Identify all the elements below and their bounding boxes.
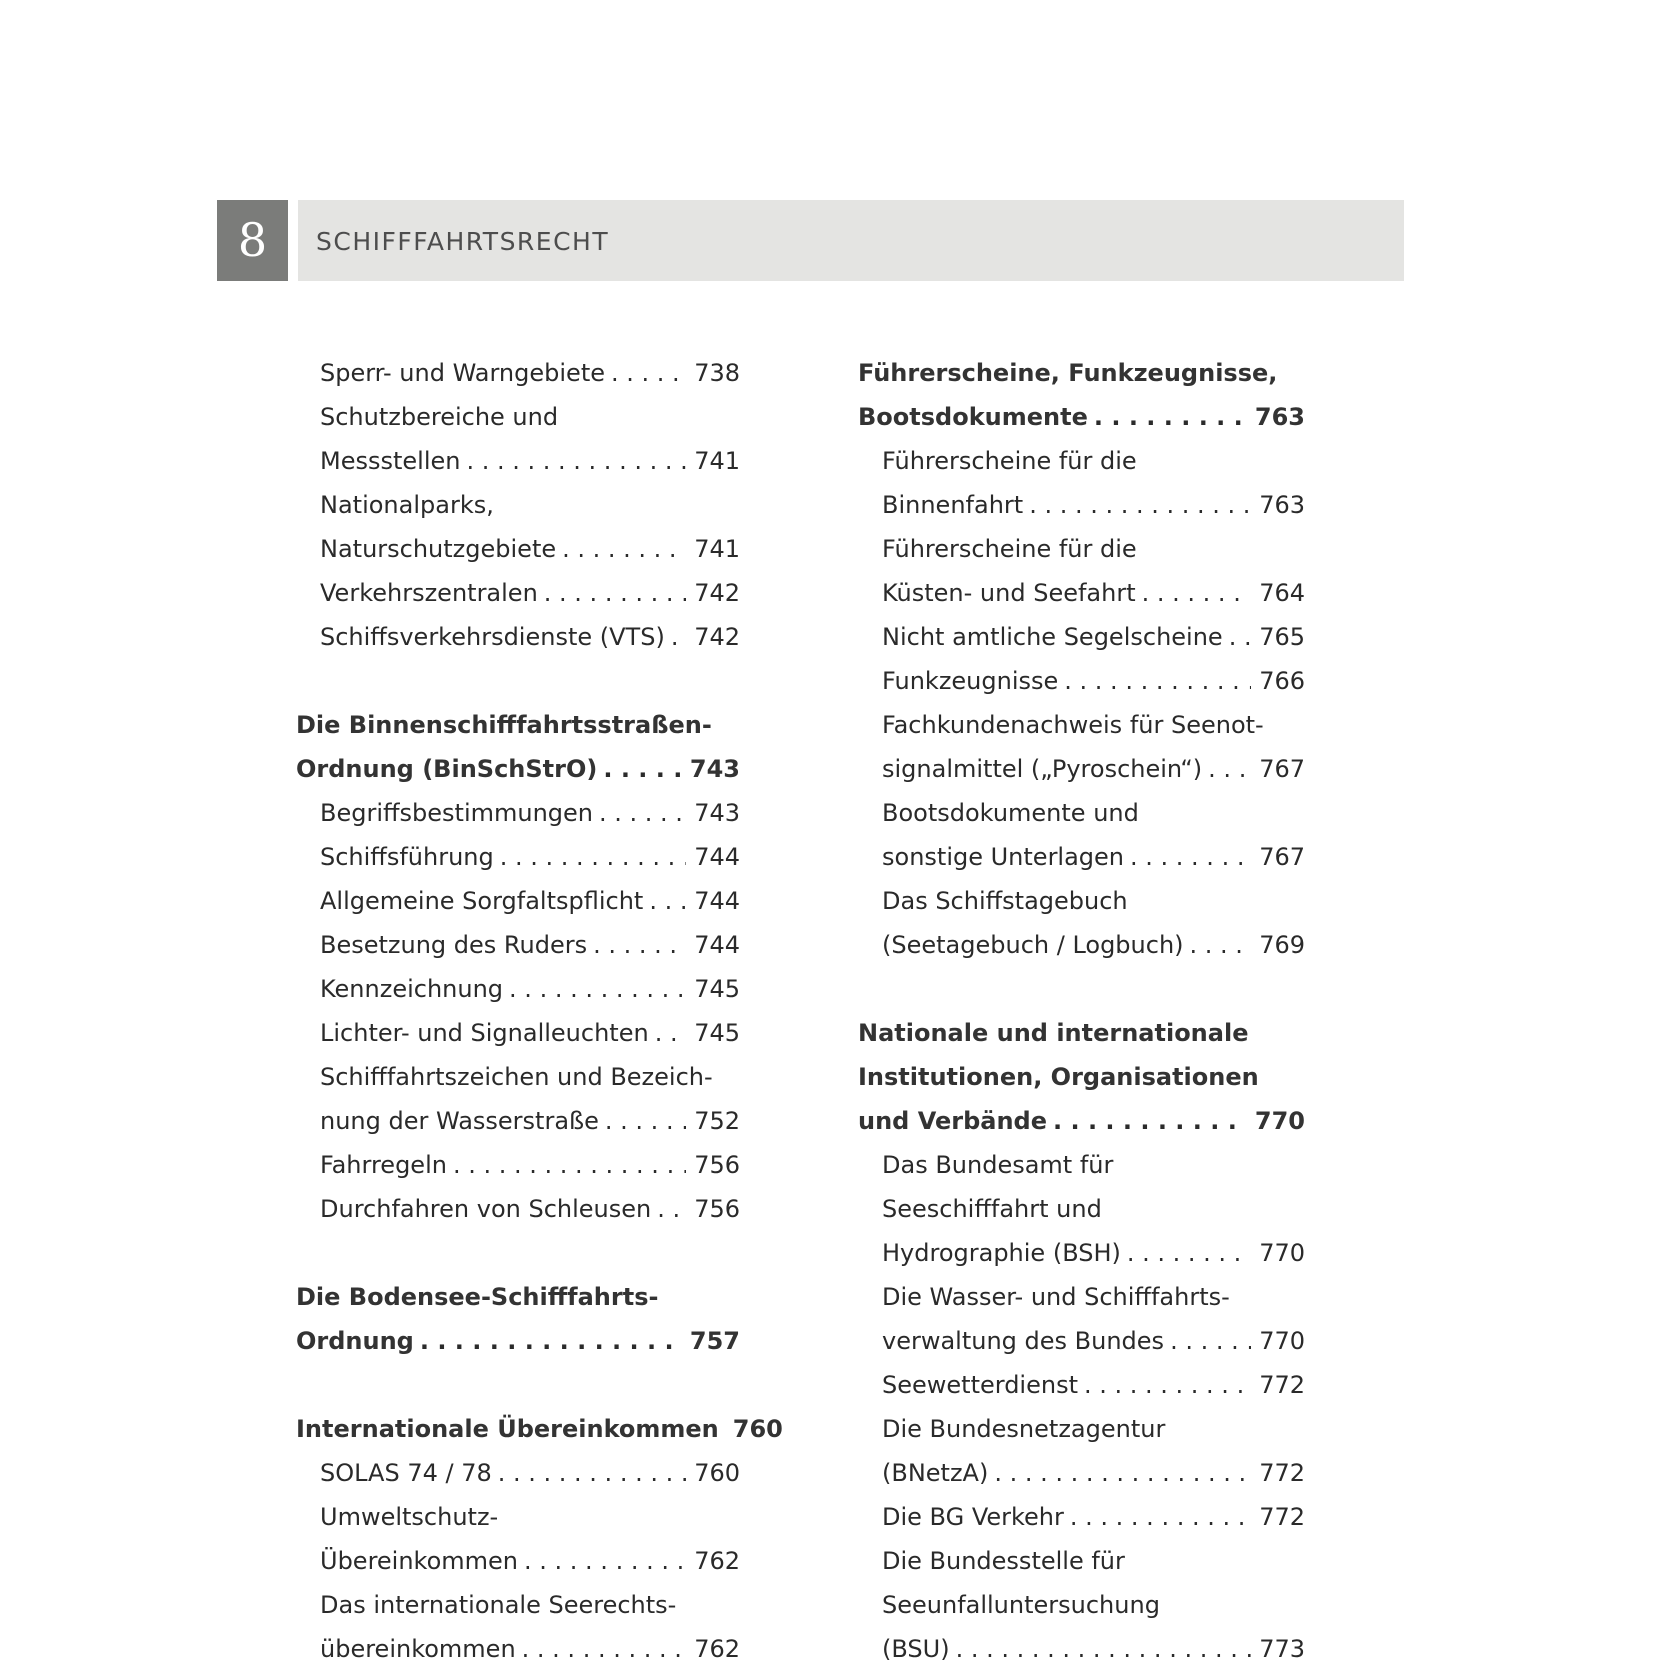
toc-leader-dots [1208, 747, 1251, 791]
toc-page-number: 765 [1259, 623, 1305, 651]
toc-entry-title: Durchfahren von Schleusen [320, 1195, 652, 1223]
toc-entry-title: Die BG Verkehr [882, 1503, 1064, 1531]
toc-entry [296, 1011, 740, 1055]
toc-section-heading [858, 1011, 1305, 1055]
toc-leader-dots [994, 1451, 1251, 1495]
toc-page-number: 745 [694, 975, 740, 1003]
toc-entry-title: Schutzbereiche und [320, 403, 559, 431]
toc-leader-dots [605, 1099, 686, 1143]
toc-leader-dots [611, 351, 686, 395]
toc-leader-dots [599, 791, 686, 835]
toc-page-number: 741 [694, 535, 740, 563]
toc-page-number: 764 [1259, 579, 1305, 607]
toc-section-heading [858, 395, 1305, 439]
toc-entry [858, 1187, 1305, 1231]
toc-leader-dots [956, 1627, 1252, 1671]
toc-entry-title: nung der Wasserstraße [320, 1107, 599, 1135]
toc-spacer [296, 1231, 740, 1275]
toc-page-number: 772 [1259, 1371, 1305, 1399]
toc-leader-dots [655, 1011, 687, 1055]
toc-entry [296, 483, 740, 527]
toc-leader-dots [1070, 1495, 1251, 1539]
toc-entry-title: Das internationale Seerechts- [320, 1591, 677, 1619]
toc-entry [296, 1451, 740, 1495]
toc-leader-dots [420, 1319, 682, 1363]
toc-leader-dots [500, 835, 686, 879]
toc-leader-dots [657, 1187, 686, 1231]
toc-leader-dots [1029, 483, 1251, 527]
toc-entry [858, 1583, 1305, 1627]
toc-entry-title: (BNetzA) [882, 1459, 989, 1487]
toc-entry [858, 1363, 1305, 1407]
toc-page-number: 752 [694, 1107, 740, 1135]
toc-entry [296, 1143, 740, 1187]
toc-entry [296, 351, 740, 395]
toc-page-number: 744 [694, 931, 740, 959]
toc-entry-title: Nationale und internationale [858, 1019, 1249, 1047]
toc-entry [858, 571, 1305, 615]
toc-entry-title: Seewetterdienst [882, 1371, 1078, 1399]
toc-entry [858, 1231, 1305, 1275]
toc-entry-title: Allgemeine Sorgfaltspflicht [320, 887, 644, 915]
toc-entry-title: Fahrregeln [320, 1151, 447, 1179]
toc-entry-title: Die Binnenschifffahrtsstraßen- [296, 711, 712, 739]
toc-entry [858, 527, 1305, 571]
toc-page-number: 767 [1259, 755, 1305, 783]
toc-entry [296, 1495, 740, 1539]
toc-entry [296, 395, 740, 439]
toc-leader-dots [1130, 835, 1251, 879]
toc-entry-title: Die Bundesnetzagentur [882, 1415, 1166, 1443]
chapter-number: 8 [217, 200, 288, 281]
toc-page-number: 772 [1259, 1459, 1305, 1487]
toc-entry-title: Kennzeichnung [320, 975, 504, 1003]
toc-page-number: 742 [694, 579, 740, 607]
toc-entry [296, 439, 740, 483]
toc-entry-title: Internationale Übereinkommen [296, 1415, 719, 1443]
toc-leader-dots [509, 967, 686, 1011]
toc-page-number: 772 [1259, 1503, 1305, 1531]
toc-page-number: 744 [694, 843, 740, 871]
toc-entry-title: Führerscheine, Funkzeugnisse, [858, 359, 1278, 387]
toc-section-heading [296, 1319, 740, 1363]
toc-leader-dots [1127, 1231, 1251, 1275]
toc-spacer [296, 659, 740, 703]
toc-entry [858, 1319, 1305, 1363]
toc-entry [296, 879, 740, 923]
toc-page-number: 763 [1259, 491, 1305, 519]
toc-entry-title: Funkzeugnisse [882, 667, 1059, 695]
toc-entry [296, 615, 740, 659]
toc-page-number: 741 [694, 447, 740, 475]
toc-entry-title: Messstellen [320, 447, 461, 475]
toc-entry [858, 483, 1305, 527]
toc-page-number: 745 [694, 1019, 740, 1047]
toc-page-number: 744 [694, 887, 740, 915]
toc-entry [296, 1583, 740, 1627]
toc-spacer [858, 967, 1305, 1011]
toc-entry [296, 1055, 740, 1099]
toc-section-heading [858, 1099, 1305, 1143]
toc-entry [858, 1495, 1305, 1539]
toc-entry-title: Die Wasser- und Schifffahrts- [882, 1283, 1230, 1311]
toc-right-column [858, 351, 1305, 1671]
toc-entry-title: und Verbände [858, 1107, 1047, 1135]
toc-entry [858, 1407, 1305, 1451]
toc-entry-title: Ordnung (BinSchStrO) [296, 755, 598, 783]
toc-leader-dots [671, 615, 686, 659]
toc-leader-dots [603, 747, 682, 791]
toc-entry-title: Fachkundenachweis für Seenot- [882, 711, 1264, 739]
toc-entry-title: Hydrographie (BSH) [882, 1239, 1121, 1267]
toc-leader-dots [1170, 1319, 1251, 1363]
toc-leader-dots [593, 923, 686, 967]
toc-entry-title: Ordnung [296, 1327, 414, 1355]
toc-entry-title: Begriffsbestimmungen [320, 799, 594, 827]
toc-entry-title: SOLAS 74 / 78 [320, 1459, 492, 1487]
toc-entry [296, 1187, 740, 1231]
toc-leader-dots [466, 439, 686, 483]
toc-entry-title: Institutionen, Organisationen [858, 1063, 1259, 1091]
toc-entry-title: Seeunfalluntersuchung [882, 1591, 1160, 1619]
toc-entry-title: verwaltung des Bundes [882, 1327, 1165, 1355]
toc-section-heading [858, 1055, 1305, 1099]
toc-leader-dots [524, 1539, 686, 1583]
toc-entry [858, 1143, 1305, 1187]
toc-entry-title: Führerscheine für die [882, 535, 1137, 563]
toc-entry [858, 1451, 1305, 1495]
toc-page-number: 762 [694, 1547, 740, 1575]
toc-entry [858, 791, 1305, 835]
toc-entry [858, 747, 1305, 791]
toc-entry-title: Bootsdokumente und [882, 799, 1139, 827]
toc-page-number: 738 [694, 359, 740, 387]
toc-entry-title: Nicht amtliche Segelscheine [882, 623, 1223, 651]
toc-page-number: 760 [732, 1415, 783, 1443]
toc-entry [296, 571, 740, 615]
toc-page-number: 760 [694, 1459, 740, 1487]
toc-entry-title: Nationalparks, [320, 491, 494, 519]
toc-page-number: 773 [1259, 1635, 1305, 1663]
toc-leader-dots [1142, 571, 1252, 615]
toc-entry-title: Lichter- und Signalleuchten [320, 1019, 649, 1047]
toc-entry-title: Besetzung des Ruders [320, 931, 588, 959]
toc-entry [858, 879, 1305, 923]
toc-entry [858, 923, 1305, 967]
toc-entry-title: Umweltschutz- [320, 1503, 499, 1531]
toc-entry-title: Küsten- und Seefahrt [882, 579, 1136, 607]
toc-entry-title: Schiffsführung [320, 843, 494, 871]
toc-section-heading [296, 703, 740, 747]
toc-leader-dots [1190, 923, 1252, 967]
toc-entry [858, 659, 1305, 703]
toc-entry [296, 835, 740, 879]
toc-entry-title: Schifffahrtszeichen und Bezeich- [320, 1063, 713, 1091]
toc-entry [858, 615, 1305, 659]
toc-page-number: 756 [694, 1195, 740, 1223]
toc-leader-dots [1229, 615, 1252, 659]
toc-left-column [296, 351, 783, 1671]
toc-spacer [296, 1363, 740, 1407]
toc-entry [858, 439, 1305, 483]
toc-page-number: 743 [689, 755, 740, 783]
toc-page-number: 762 [694, 1635, 740, 1663]
toc-entry [858, 703, 1305, 747]
toc-entry [858, 1275, 1305, 1319]
toc-page-number: 770 [1254, 1107, 1305, 1135]
toc-entry-title: sonstige Unterlagen [882, 843, 1125, 871]
toc-entry [296, 923, 740, 967]
chapter-title: SCHIFFFAHRTSRECHT [316, 227, 610, 256]
toc-leader-dots [1094, 395, 1247, 439]
toc-entry [296, 1539, 740, 1583]
toc-entry [296, 527, 740, 571]
toc-entry-title: Binnenfahrt [882, 491, 1024, 519]
toc-section-heading [296, 1275, 740, 1319]
toc-page-number: 763 [1254, 403, 1305, 431]
toc-entry-title: Bootsdokumente [858, 403, 1088, 431]
toc-page-number: 743 [694, 799, 740, 827]
toc-entry [296, 791, 740, 835]
toc-leader-dots [498, 1451, 686, 1495]
toc-entry-title: Verkehrszentralen [320, 579, 538, 607]
toc-page-number: 769 [1259, 931, 1305, 959]
toc-leader-dots [562, 527, 686, 571]
toc-page-number: 770 [1259, 1327, 1305, 1355]
toc-entry-title: (BSU) [882, 1635, 950, 1663]
toc-entry-title: Das Schiffstagebuch [882, 887, 1128, 915]
toc-entry-title: Die Bodensee-Schifffahrts- [296, 1283, 659, 1311]
toc-page-number: 757 [689, 1327, 740, 1355]
toc-entry-title: signalmittel („Pyroschein“) [882, 755, 1203, 783]
toc-page-number: 767 [1259, 843, 1305, 871]
toc-leader-dots [1084, 1363, 1251, 1407]
toc-entry [296, 967, 740, 1011]
toc-entry-title: Naturschutzgebiete [320, 535, 557, 563]
toc-entry-title: Seeschifffahrt und [882, 1195, 1102, 1223]
toc-leader-dots [522, 1627, 687, 1671]
toc-entry [858, 1627, 1305, 1671]
toc-entry-title: Schiffsverkehrsdienste (VTS) [320, 623, 665, 651]
toc-section-heading [858, 351, 1305, 395]
toc-page-number: 770 [1259, 1239, 1305, 1267]
toc-entry-title: Übereinkommen [320, 1547, 519, 1575]
toc-entry-title: Führerscheine für die [882, 447, 1137, 475]
toc-entry-title: Die Bundesstelle für [882, 1547, 1125, 1575]
toc-leader-dots [544, 571, 686, 615]
toc-entry [296, 1099, 740, 1143]
toc-entry [858, 835, 1305, 879]
toc-entry-title: übereinkommen [320, 1635, 516, 1663]
toc-leader-dots [453, 1143, 686, 1187]
toc-section-heading [296, 1407, 783, 1451]
toc-page-number: 756 [694, 1151, 740, 1179]
toc-leader-dots [1053, 1099, 1247, 1143]
toc-section-heading [296, 747, 740, 791]
toc-entry [296, 1627, 740, 1671]
toc-entry-title: Das Bundesamt für [882, 1151, 1114, 1179]
toc-page-number: 742 [694, 623, 740, 651]
toc-entry-title: (Seetagebuch / Logbuch) [882, 931, 1184, 959]
toc-leader-dots [1064, 659, 1251, 703]
toc-entry-title: Sperr- und Warngebiete [320, 359, 605, 387]
toc-entry [858, 1539, 1305, 1583]
toc-leader-dots [649, 879, 686, 923]
toc-page-number: 766 [1259, 667, 1305, 695]
